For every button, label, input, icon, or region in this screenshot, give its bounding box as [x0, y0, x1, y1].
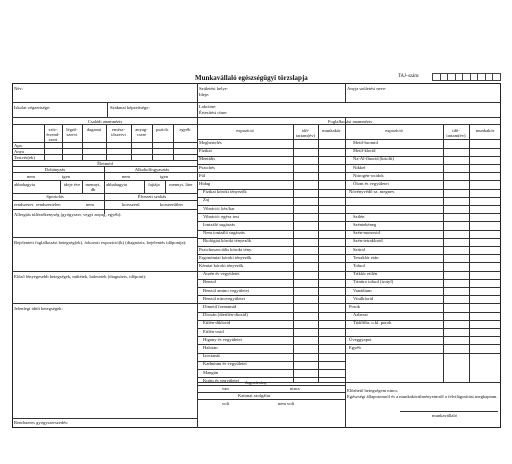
occupational-col-header: expozíció — [236, 128, 254, 133]
sport-none[interactable]: nem — [86, 202, 94, 207]
exposure-item: Szilén — [353, 213, 365, 219]
alcohol-amount: mennyi, liter — [169, 182, 193, 187]
exposure-item: Ergonómiai kóroki tényezők — [199, 254, 252, 260]
family-col-header: pszich. — [156, 127, 169, 132]
qualification-label: Szakmai képzettsége: — [110, 105, 150, 110]
rule — [345, 262, 501, 263]
rule — [197, 279, 345, 280]
rule — [12, 180, 197, 181]
taj-number-field[interactable] — [432, 73, 501, 81]
allergy-label: Allergiás túlérzékenység (gyógyszer, vegyi anyag, egyéb): — [14, 212, 122, 217]
rule — [345, 164, 501, 165]
rule — [197, 124, 501, 125]
rule — [104, 166, 105, 214]
exposure-item: Nikkel — [353, 164, 366, 170]
exposure-item: Ionizáló sugárzás — [203, 222, 236, 227]
birthdate-label: Ideje: — [199, 92, 210, 97]
exposure-item: Kadmium és vegyületei — [203, 361, 247, 367]
rule — [12, 237, 197, 238]
rule — [197, 172, 345, 173]
exposure-item: Vibráció: kéz/kar — [203, 205, 235, 211]
exposure-item: Na-Al-fluorid (kriolit) — [353, 156, 394, 162]
exposure-item: Üveggyapot — [349, 336, 372, 342]
rule — [345, 303, 501, 304]
alcohol-type: fajtája — [148, 182, 160, 187]
exposure-item: Szén-tetraklorid — [353, 238, 383, 244]
smoking-no[interactable]: nem — [27, 174, 35, 179]
exposure-item: Hidag — [199, 181, 211, 186]
exposure-item: Metil-bromid — [353, 140, 378, 145]
taj-label: TAJ–szám: — [398, 74, 420, 79]
occupational-anamnesis-title: Foglalkozási anamnézis — [327, 119, 372, 124]
rule — [12, 209, 197, 210]
alcohol-no[interactable]: nem — [122, 174, 130, 179]
habit-outdated[interactable]: korszerűtlen — [160, 202, 183, 207]
alcohol-title: Alkoholfogyasztás — [134, 167, 170, 172]
lifestyle-title: Életmód — [97, 161, 113, 166]
license-yes[interactable]: van — [222, 386, 229, 391]
family-row-label: Apa — [14, 143, 22, 148]
exposure-item: Etilén-oxid — [203, 328, 224, 334]
habits-title: Élvezeti szokás — [137, 194, 167, 199]
rule — [197, 83, 198, 117]
family-row-label: Testvér(ek) — [14, 155, 35, 160]
rule — [12, 200, 197, 201]
exposure-item: Vinilklorid — [353, 295, 374, 301]
family-col-header: szív-érrend-szeri — [46, 127, 60, 142]
exposure-item: Dioxán (dietilén-dioxid) — [203, 312, 248, 318]
exposure-item: Pszichoszociális kóroki tény. — [199, 246, 253, 252]
exposure-item: Növényvédő sz. megnev. — [349, 189, 396, 195]
rule — [197, 399, 345, 400]
rule — [345, 124, 346, 382]
exposure-item: Toluol — [353, 263, 365, 268]
smoking-years: ideje éve — [63, 182, 81, 187]
exposure-item: Meghertelés — [199, 140, 222, 145]
exposure-item: Dimetil formamid — [203, 304, 237, 309]
rule — [107, 102, 108, 117]
exposure-item: Fizikai — [199, 148, 212, 154]
exposure-item: Biológiai kóroki tényezők — [203, 238, 251, 244]
rule — [345, 382, 346, 428]
rule — [345, 312, 501, 313]
declaration-line2: Egészségi állapotomról és a munkakörülményeimről a felvilágosítást megkaptam. — [347, 394, 498, 399]
exposure-item: Króm és vegyületei — [203, 377, 239, 383]
declaration-line1: Előzhető betegségem nincs. — [347, 388, 399, 393]
exposure-item: Kémiai kóroki tényezők — [199, 263, 244, 268]
rule — [197, 344, 345, 345]
exposure-item: Sztirol — [353, 246, 366, 252]
occupational-col-header: idő-tartam(év) — [446, 128, 466, 138]
alcohol-quit: abbahagyta — [106, 182, 127, 187]
rule — [443, 124, 444, 382]
family-anamnesis-title: Családi anamnézis — [87, 119, 123, 124]
exposure-item: Vibráció: egész test — [203, 213, 239, 219]
sport-regular[interactable]: rendszeres — [14, 202, 34, 207]
exposure-item: Egyéb — [349, 345, 361, 350]
school-label: Iskolai végzettsége: — [14, 105, 51, 110]
exposure-item: Benzol nitrovegyületei — [203, 295, 245, 301]
exposure-item: Halotan — [203, 345, 218, 350]
family-col-header: daganat — [86, 127, 102, 132]
family-row-label: Anya — [14, 149, 24, 154]
rule — [12, 154, 197, 155]
rule — [197, 197, 345, 198]
exposure-item: Fizikai kóroki tényezők — [203, 189, 247, 195]
previous-illness-label: Előző lényegesebb betegségek, műtétek, balesetek (diagnózis, időpont): — [14, 274, 147, 279]
exposure-item: Trinitro toluol (trotyl) — [353, 279, 394, 285]
rule — [197, 382, 501, 383]
smoking-yes[interactable]: igen — [62, 174, 70, 179]
rule — [345, 353, 501, 354]
exposure-item: Széntekéneg — [353, 222, 377, 227]
chronic-illness-label: Jelenlegi idült betegségek: — [14, 306, 63, 311]
exposure-item: Benzol — [203, 279, 217, 285]
rule — [197, 164, 345, 165]
address-label: Lakcíme: — [199, 104, 217, 109]
mother-name-label: Anyja születési neve: — [347, 86, 387, 91]
exposure-item: Azbeszt — [353, 312, 368, 318]
smoking-title: Dohányzás — [44, 167, 66, 172]
exposure-item: Higany és vegyületei — [203, 336, 242, 342]
rule — [60, 180, 61, 193]
rule — [12, 124, 197, 125]
rule — [345, 205, 501, 206]
rule — [12, 142, 197, 143]
rule — [12, 148, 197, 149]
rule — [197, 392, 345, 393]
contact-address-label: Értesítési címe: — [199, 110, 228, 115]
rule — [345, 117, 346, 124]
rule — [345, 83, 346, 102]
license-no[interactable]: nincs — [290, 386, 300, 391]
birthplace-label: Születési helye: — [199, 86, 228, 91]
rule — [197, 156, 345, 157]
exposure-item: Szén-monoxid — [353, 230, 380, 236]
family-col-header: anyag-csere — [135, 127, 148, 137]
exposure-item: Fül — [199, 172, 206, 178]
rule — [12, 303, 197, 304]
exposure-item: Pszichés — [199, 164, 215, 170]
exposure-item: Nitrogén-oxidok — [353, 172, 384, 178]
exposure-item: Ólom és vegyületei — [353, 181, 389, 186]
rule — [197, 180, 345, 181]
smoking-quit: abbahagyta — [14, 182, 35, 187]
rule — [12, 418, 197, 419]
exposure-item: Mentális — [199, 156, 216, 162]
exposure-item: Izocianát — [203, 353, 220, 359]
occupational-col-header: expozíció — [385, 128, 403, 133]
rule — [345, 197, 501, 198]
exposure-item: Tetraklór etán — [353, 254, 379, 260]
occupational-disease-label: Bejelentett foglalkozási betegség(ek), fokozott expozíció(k) (diagnózis, bejelentés időpontja): — [14, 240, 187, 245]
family-col-header: egyéb — [179, 127, 191, 132]
rule — [345, 344, 501, 345]
rule — [400, 411, 498, 412]
rule — [293, 124, 294, 382]
exposure-item: Benzol amino vegyületei — [203, 287, 249, 293]
rule — [318, 124, 319, 382]
exposure-item: Etilén-diklorid — [203, 320, 231, 326]
military-not-served[interactable]: nem volt — [278, 401, 295, 406]
exposure-item: Metil-klorid — [353, 148, 376, 154]
sport-irregular[interactable]: rendszertelen — [36, 202, 61, 207]
rule — [345, 213, 501, 214]
habit-modern[interactable]: korsszerű — [122, 202, 140, 207]
rule — [12, 117, 501, 118]
license-title: Jogosítvány — [245, 380, 267, 385]
rule — [197, 385, 345, 386]
exposure-item: Nem ionizáló sugárzás — [203, 230, 245, 236]
occupational-col-header: munkakör — [322, 128, 341, 133]
regular-medication-label: Rendszeres gyógyszerszedés: — [14, 420, 69, 425]
military-served[interactable]: volt — [222, 401, 230, 406]
family-col-header: emész-tőszervi — [111, 127, 126, 137]
rule — [82, 180, 83, 193]
name-label: Név: — [14, 86, 23, 91]
rule — [197, 139, 501, 140]
rule — [345, 328, 501, 329]
smoking-amount: mennyi, db — [85, 182, 101, 192]
exposure-item: Tüdőfibr. o.kl. porok — [353, 320, 392, 326]
rule — [144, 180, 145, 193]
exposure-item: Zaj — [203, 197, 210, 203]
rule — [12, 172, 197, 173]
exposure-item: Mangán — [203, 369, 219, 375]
occupational-col-header: idő-tartam(év) — [295, 128, 316, 138]
sport-title: Sportolás — [46, 194, 64, 199]
exposure-item: Triklór etilén — [353, 271, 378, 277]
rule — [12, 271, 197, 272]
rule — [197, 369, 345, 370]
exposure-item: Porok — [349, 304, 360, 309]
exposure-item: Arzén és vegyületei — [203, 271, 240, 277]
rule — [345, 246, 501, 247]
rule — [165, 180, 166, 193]
exposure-item: Vanádium — [353, 287, 372, 293]
employee-signature-label: munkavállaló — [432, 413, 458, 418]
family-col-header: légző-szervi — [66, 127, 78, 137]
occupational-col-header: munkakör — [475, 128, 495, 133]
rule — [197, 148, 345, 149]
military-title: Katonai szolgálat — [238, 393, 271, 398]
form-title: Munkavállaló egészségügyi törzslapja — [195, 74, 308, 82]
alcohol-yes[interactable]: igen — [160, 174, 168, 179]
rule — [12, 102, 501, 103]
rule — [469, 124, 470, 382]
